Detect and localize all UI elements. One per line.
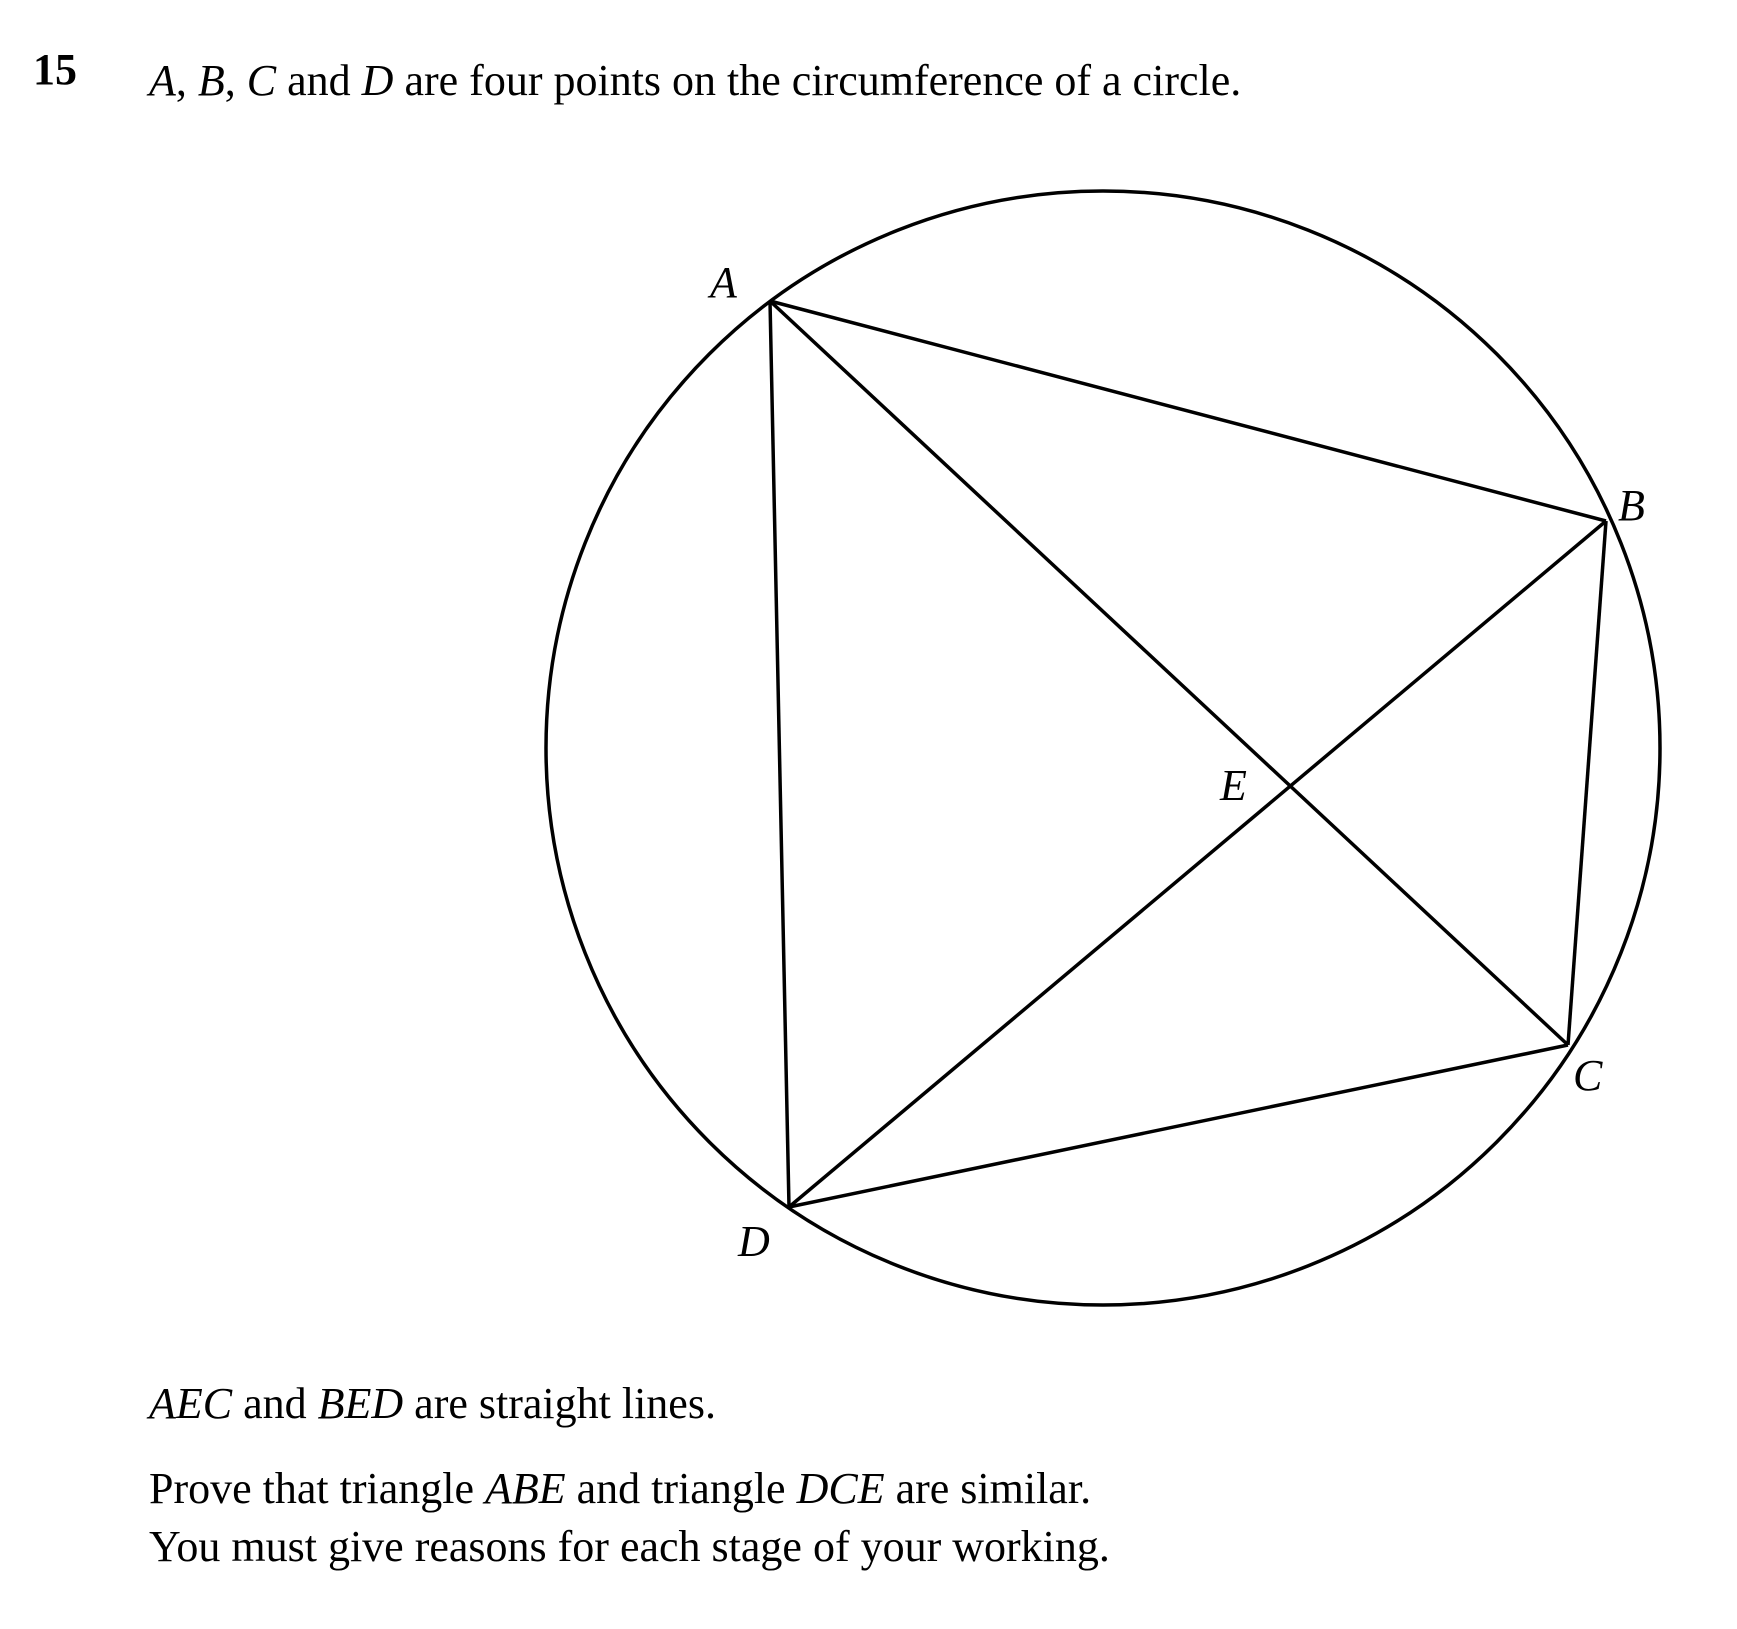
task-statement — [149, 1464, 1092, 1513]
label-e: E — [1220, 761, 1247, 810]
text-run: and — [276, 56, 362, 105]
label-c: C — [1573, 1051, 1603, 1100]
italic-text-run: ABE — [485, 1464, 566, 1513]
italic-text-run: D — [361, 56, 394, 105]
label-d: D — [738, 1217, 770, 1266]
segment-ab — [770, 301, 1606, 521]
italic-text-run: DCE — [796, 1464, 885, 1513]
text-run: Prove that triangle — [149, 1464, 486, 1513]
text-run: You must give reasons for each stage of your working. — [149, 1522, 1110, 1571]
label-a: A — [710, 258, 737, 307]
given-statement — [149, 1379, 716, 1428]
line-bed — [789, 521, 1606, 1207]
text-run: , — [175, 56, 198, 105]
segment-bc — [1568, 521, 1606, 1045]
label-b: B — [1618, 481, 1645, 530]
italic-text-run: C — [246, 56, 277, 105]
segment-da — [770, 301, 789, 1207]
text-run: and — [232, 1379, 318, 1428]
text-run: are four points on the circumference of a circle. — [393, 56, 1242, 105]
question-number: 15 — [33, 45, 77, 94]
italic-text-run: BED — [317, 1379, 404, 1428]
task-instruction — [149, 1522, 1110, 1571]
text-run: , — [224, 56, 247, 105]
line-aec — [770, 301, 1568, 1045]
italic-text-run: AEC — [149, 1379, 233, 1428]
italic-text-run: B — [197, 56, 225, 105]
text-run: are straight lines. — [403, 1379, 716, 1428]
text-run: are similar. — [884, 1464, 1092, 1513]
circle — [546, 191, 1660, 1305]
italic-text-run: A — [149, 56, 176, 105]
text-run: and triangle — [565, 1464, 797, 1513]
